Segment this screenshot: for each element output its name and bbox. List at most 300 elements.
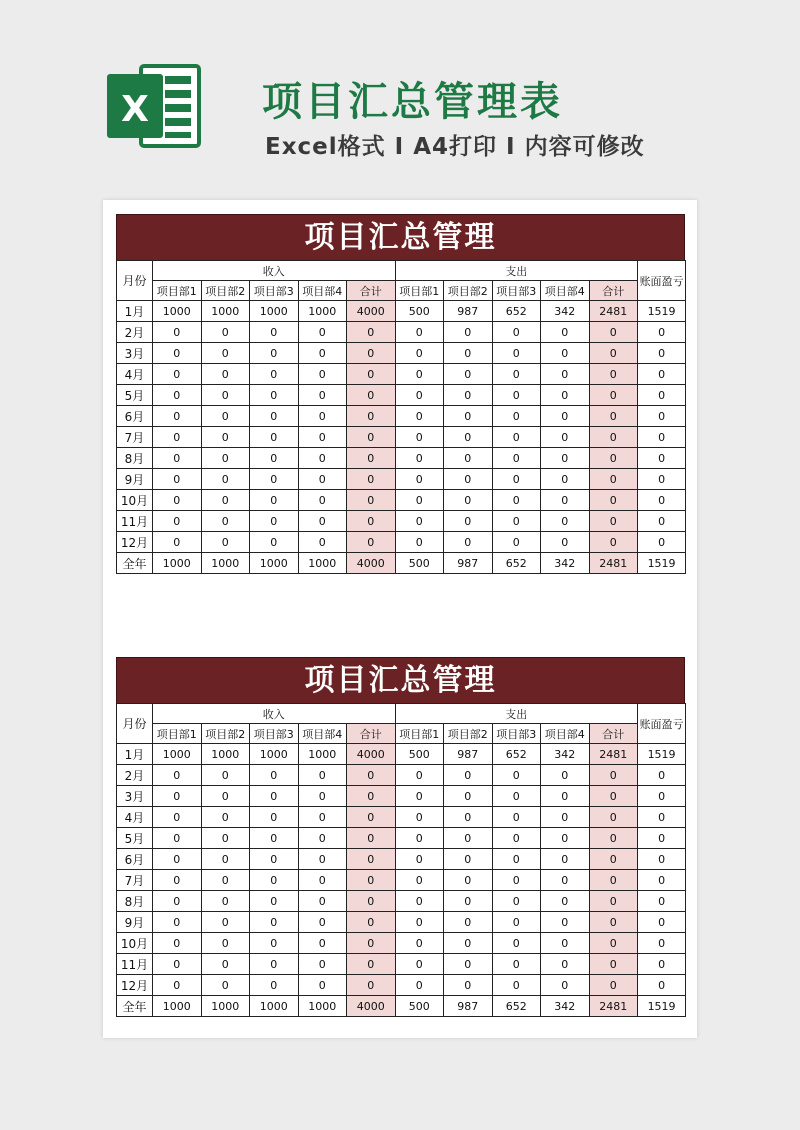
table-cell[interactable]: 1000 (201, 996, 250, 1017)
table-cell[interactable]: 0 (347, 786, 396, 807)
table-cell[interactable]: 0 (638, 828, 686, 849)
table-cell[interactable]: 0 (395, 765, 444, 786)
table-cell[interactable]: 0 (541, 469, 590, 490)
table-cell[interactable]: 0 (492, 954, 541, 975)
table-cell[interactable]: 0 (153, 954, 202, 975)
table-cell[interactable]: 0 (492, 532, 541, 553)
table-cell[interactable]: 0 (201, 849, 250, 870)
table-cell[interactable]: 1000 (250, 996, 299, 1017)
table-cell[interactable]: 4000 (347, 996, 396, 1017)
month-cell[interactable]: 5月 (117, 385, 153, 406)
table-cell[interactable]: 0 (298, 490, 347, 511)
table-cell[interactable]: 0 (589, 511, 638, 532)
table-cell[interactable]: 0 (347, 469, 396, 490)
table-cell[interactable]: 0 (492, 807, 541, 828)
table-cell[interactable]: 0 (298, 975, 347, 996)
table-cell[interactable]: 0 (638, 490, 686, 511)
table-cell[interactable]: 0 (444, 933, 493, 954)
table-cell[interactable]: 0 (201, 828, 250, 849)
table-cell[interactable]: 0 (444, 912, 493, 933)
table-cell[interactable]: 0 (638, 322, 686, 343)
table-cell[interactable]: 0 (589, 891, 638, 912)
table-cell[interactable]: 0 (347, 912, 396, 933)
table-cell[interactable]: 1000 (298, 996, 347, 1017)
table-cell[interactable]: 1000 (298, 301, 347, 322)
table-cell[interactable]: 0 (444, 849, 493, 870)
table-cell[interactable]: 0 (589, 343, 638, 364)
table-cell[interactable]: 987 (444, 996, 493, 1017)
table-cell[interactable]: 0 (347, 427, 396, 448)
table-cell[interactable]: 0 (298, 511, 347, 532)
table-cell[interactable]: 0 (347, 532, 396, 553)
table-cell[interactable]: 0 (541, 891, 590, 912)
table-cell[interactable]: 0 (589, 954, 638, 975)
table-cell[interactable]: 0 (153, 786, 202, 807)
table-cell[interactable]: 0 (541, 807, 590, 828)
table-cell[interactable]: 0 (541, 933, 590, 954)
table-cell[interactable]: 0 (347, 849, 396, 870)
table-cell[interactable]: 0 (444, 828, 493, 849)
table-cell[interactable]: 500 (395, 744, 444, 765)
table-cell[interactable]: 0 (638, 975, 686, 996)
table-cell[interactable]: 0 (298, 343, 347, 364)
table-cell[interactable]: 4000 (347, 301, 396, 322)
table-cell[interactable]: 0 (638, 912, 686, 933)
table-cell[interactable]: 0 (492, 849, 541, 870)
table-cell[interactable]: 0 (492, 511, 541, 532)
table-cell[interactable]: 0 (298, 891, 347, 912)
table-cell[interactable]: 0 (298, 828, 347, 849)
month-cell[interactable]: 2月 (117, 322, 153, 343)
table-cell[interactable]: 1000 (250, 553, 299, 574)
table-cell[interactable]: 342 (541, 301, 590, 322)
table-cell[interactable]: 0 (347, 765, 396, 786)
table-cell[interactable]: 0 (153, 849, 202, 870)
table-cell[interactable]: 1000 (201, 301, 250, 322)
table-cell[interactable]: 0 (541, 343, 590, 364)
table-cell[interactable]: 1519 (638, 301, 686, 322)
table-cell[interactable]: 0 (201, 765, 250, 786)
table-cell[interactable]: 0 (541, 385, 590, 406)
table-cell[interactable]: 0 (638, 448, 686, 469)
table-cell[interactable]: 0 (201, 954, 250, 975)
table-cell[interactable]: 0 (395, 870, 444, 891)
table-cell[interactable]: 0 (444, 469, 493, 490)
table-cell[interactable]: 0 (638, 765, 686, 786)
table-cell[interactable]: 0 (444, 343, 493, 364)
table-cell[interactable]: 0 (395, 490, 444, 511)
table-cell[interactable]: 0 (444, 954, 493, 975)
table-cell[interactable]: 1519 (638, 553, 686, 574)
table-cell[interactable]: 0 (347, 975, 396, 996)
table-cell[interactable]: 0 (153, 427, 202, 448)
table-cell[interactable]: 0 (541, 828, 590, 849)
table-cell[interactable]: 0 (250, 912, 299, 933)
month-cell[interactable]: 11月 (117, 511, 153, 532)
table-cell[interactable]: 0 (589, 912, 638, 933)
table-cell[interactable]: 0 (444, 765, 493, 786)
table-cell[interactable]: 0 (492, 448, 541, 469)
table-cell[interactable]: 0 (201, 322, 250, 343)
table-cell[interactable]: 0 (298, 532, 347, 553)
table-cell[interactable]: 0 (638, 343, 686, 364)
table-cell[interactable]: 0 (201, 490, 250, 511)
table-cell[interactable]: 0 (395, 912, 444, 933)
table-cell[interactable]: 342 (541, 996, 590, 1017)
table-cell[interactable]: 0 (541, 532, 590, 553)
table-cell[interactable]: 0 (492, 490, 541, 511)
table-cell[interactable]: 0 (201, 807, 250, 828)
table-cell[interactable]: 652 (492, 301, 541, 322)
table-cell[interactable]: 0 (444, 385, 493, 406)
table-cell[interactable]: 0 (201, 448, 250, 469)
table-cell[interactable]: 0 (250, 364, 299, 385)
table-cell[interactable]: 0 (395, 849, 444, 870)
table-cell[interactable]: 0 (153, 912, 202, 933)
table-cell[interactable]: 1000 (250, 301, 299, 322)
table-cell[interactable]: 0 (347, 322, 396, 343)
month-cell[interactable]: 8月 (117, 448, 153, 469)
table-cell[interactable]: 0 (201, 786, 250, 807)
table-cell[interactable]: 0 (395, 385, 444, 406)
table-cell[interactable]: 0 (395, 511, 444, 532)
table-cell[interactable]: 0 (201, 933, 250, 954)
table-cell[interactable]: 0 (153, 490, 202, 511)
table-cell[interactable]: 342 (541, 553, 590, 574)
table-cell[interactable]: 0 (298, 322, 347, 343)
table-cell[interactable]: 0 (444, 364, 493, 385)
table-cell[interactable]: 4000 (347, 744, 396, 765)
table-cell[interactable]: 0 (541, 322, 590, 343)
month-cell[interactable]: 6月 (117, 406, 153, 427)
table-cell[interactable]: 0 (201, 385, 250, 406)
table-cell[interactable]: 0 (492, 343, 541, 364)
table-cell[interactable]: 1000 (298, 553, 347, 574)
table-cell[interactable]: 0 (250, 849, 299, 870)
table-cell[interactable]: 0 (153, 807, 202, 828)
month-cell[interactable]: 8月 (117, 891, 153, 912)
table-cell[interactable]: 0 (638, 870, 686, 891)
table-cell[interactable]: 0 (492, 385, 541, 406)
table-cell[interactable]: 0 (541, 406, 590, 427)
table-cell[interactable]: 0 (638, 786, 686, 807)
table-cell[interactable]: 0 (589, 364, 638, 385)
table-cell[interactable]: 0 (347, 511, 396, 532)
table-cell[interactable]: 0 (298, 406, 347, 427)
table-cell[interactable]: 0 (395, 364, 444, 385)
table-cell[interactable]: 0 (444, 490, 493, 511)
table-cell[interactable]: 0 (541, 870, 590, 891)
table-cell[interactable]: 0 (589, 933, 638, 954)
table-cell[interactable]: 0 (153, 364, 202, 385)
table-cell[interactable]: 0 (395, 322, 444, 343)
table-cell[interactable]: 0 (444, 322, 493, 343)
table-cell[interactable]: 0 (395, 828, 444, 849)
table-cell[interactable]: 0 (444, 427, 493, 448)
table-cell[interactable]: 0 (153, 385, 202, 406)
table-cell[interactable]: 1519 (638, 996, 686, 1017)
table-cell[interactable]: 0 (201, 427, 250, 448)
table-cell[interactable]: 0 (250, 807, 299, 828)
table-cell[interactable]: 0 (250, 828, 299, 849)
table-cell[interactable]: 0 (298, 448, 347, 469)
month-cell[interactable]: 4月 (117, 364, 153, 385)
month-cell[interactable]: 11月 (117, 954, 153, 975)
table-cell[interactable]: 0 (589, 385, 638, 406)
table-cell[interactable]: 0 (153, 448, 202, 469)
table-cell[interactable]: 0 (153, 975, 202, 996)
table-cell[interactable]: 0 (347, 807, 396, 828)
table-cell[interactable]: 0 (492, 828, 541, 849)
table-cell[interactable]: 0 (638, 406, 686, 427)
table-cell[interactable]: 0 (201, 532, 250, 553)
table-cell[interactable]: 0 (638, 385, 686, 406)
table-cell[interactable]: 0 (492, 975, 541, 996)
table-cell[interactable]: 0 (347, 828, 396, 849)
table-cell[interactable]: 0 (250, 490, 299, 511)
table-cell[interactable]: 0 (395, 807, 444, 828)
table-cell[interactable]: 1000 (153, 301, 202, 322)
table-cell[interactable]: 0 (492, 891, 541, 912)
table-cell[interactable]: 500 (395, 996, 444, 1017)
table-cell[interactable]: 0 (395, 469, 444, 490)
table-cell[interactable]: 0 (589, 322, 638, 343)
table-cell[interactable]: 0 (153, 469, 202, 490)
month-cell[interactable]: 全年 (117, 553, 153, 574)
month-cell[interactable]: 3月 (117, 343, 153, 364)
month-cell[interactable]: 9月 (117, 912, 153, 933)
table-cell[interactable]: 0 (153, 322, 202, 343)
table-cell[interactable]: 0 (250, 975, 299, 996)
table-cell[interactable]: 0 (444, 786, 493, 807)
month-cell[interactable]: 5月 (117, 828, 153, 849)
table-cell[interactable]: 1000 (201, 744, 250, 765)
table-cell[interactable]: 0 (201, 975, 250, 996)
table-cell[interactable]: 0 (201, 891, 250, 912)
table-cell[interactable]: 0 (250, 765, 299, 786)
table-cell[interactable]: 1000 (153, 553, 202, 574)
table-cell[interactable]: 1000 (250, 744, 299, 765)
month-cell[interactable]: 9月 (117, 469, 153, 490)
table-cell[interactable]: 0 (347, 870, 396, 891)
table-cell[interactable]: 0 (250, 469, 299, 490)
table-cell[interactable]: 652 (492, 744, 541, 765)
month-cell[interactable]: 12月 (117, 532, 153, 553)
table-cell[interactable]: 0 (395, 975, 444, 996)
table-cell[interactable]: 0 (589, 490, 638, 511)
table-cell[interactable]: 987 (444, 744, 493, 765)
table-cell[interactable]: 0 (492, 322, 541, 343)
table-cell[interactable]: 0 (638, 891, 686, 912)
month-cell[interactable]: 全年 (117, 996, 153, 1017)
table-cell[interactable]: 1000 (153, 744, 202, 765)
table-cell[interactable]: 0 (153, 765, 202, 786)
table-cell[interactable]: 0 (250, 511, 299, 532)
table-cell[interactable]: 0 (638, 933, 686, 954)
table-cell[interactable]: 0 (589, 975, 638, 996)
table-cell[interactable]: 0 (153, 870, 202, 891)
table-cell[interactable]: 0 (589, 765, 638, 786)
table-cell[interactable]: 0 (638, 427, 686, 448)
table-cell[interactable]: 0 (638, 532, 686, 553)
table-cell[interactable]: 0 (589, 448, 638, 469)
table-cell[interactable]: 0 (201, 469, 250, 490)
table-cell[interactable]: 0 (444, 870, 493, 891)
table-cell[interactable]: 0 (541, 364, 590, 385)
table-cell[interactable]: 0 (444, 406, 493, 427)
table-cell[interactable]: 0 (395, 406, 444, 427)
table-cell[interactable]: 0 (541, 765, 590, 786)
table-cell[interactable]: 4000 (347, 553, 396, 574)
month-cell[interactable]: 7月 (117, 427, 153, 448)
table-cell[interactable]: 0 (589, 406, 638, 427)
table-cell[interactable]: 0 (347, 364, 396, 385)
table-cell[interactable]: 0 (589, 828, 638, 849)
table-cell[interactable]: 0 (492, 912, 541, 933)
table-cell[interactable]: 0 (250, 406, 299, 427)
table-cell[interactable]: 2481 (589, 301, 638, 322)
table-cell[interactable]: 0 (347, 490, 396, 511)
table-cell[interactable]: 342 (541, 744, 590, 765)
table-cell[interactable]: 0 (395, 891, 444, 912)
table-cell[interactable]: 0 (250, 954, 299, 975)
table-cell[interactable]: 0 (347, 954, 396, 975)
table-cell[interactable]: 500 (395, 301, 444, 322)
table-cell[interactable]: 0 (298, 807, 347, 828)
month-cell[interactable]: 1月 (117, 744, 153, 765)
table-cell[interactable]: 0 (541, 511, 590, 532)
table-cell[interactable]: 0 (250, 448, 299, 469)
month-cell[interactable]: 6月 (117, 849, 153, 870)
table-cell[interactable]: 0 (638, 954, 686, 975)
table-cell[interactable]: 0 (541, 786, 590, 807)
month-cell[interactable]: 3月 (117, 786, 153, 807)
table-cell[interactable]: 0 (298, 933, 347, 954)
table-cell[interactable]: 0 (250, 870, 299, 891)
table-cell[interactable]: 0 (298, 385, 347, 406)
table-cell[interactable]: 1519 (638, 744, 686, 765)
table-cell[interactable]: 0 (638, 511, 686, 532)
table-cell[interactable]: 0 (492, 364, 541, 385)
table-cell[interactable]: 1000 (201, 553, 250, 574)
table-cell[interactable]: 0 (395, 933, 444, 954)
table-cell[interactable]: 0 (589, 427, 638, 448)
table-cell[interactable]: 0 (298, 786, 347, 807)
table-cell[interactable]: 1000 (153, 996, 202, 1017)
table-cell[interactable]: 0 (444, 807, 493, 828)
table-cell[interactable]: 0 (298, 364, 347, 385)
table-cell[interactable]: 0 (153, 511, 202, 532)
table-cell[interactable]: 0 (589, 849, 638, 870)
table-cell[interactable]: 0 (250, 933, 299, 954)
month-cell[interactable]: 2月 (117, 765, 153, 786)
table-cell[interactable]: 0 (298, 469, 347, 490)
table-cell[interactable]: 0 (589, 870, 638, 891)
table-cell[interactable]: 0 (589, 807, 638, 828)
table-cell[interactable]: 0 (250, 343, 299, 364)
table-cell[interactable]: 0 (250, 891, 299, 912)
table-cell[interactable]: 0 (298, 427, 347, 448)
table-cell[interactable]: 2481 (589, 553, 638, 574)
table-cell[interactable]: 0 (201, 364, 250, 385)
table-cell[interactable]: 0 (153, 891, 202, 912)
table-cell[interactable]: 0 (541, 427, 590, 448)
month-cell[interactable]: 10月 (117, 490, 153, 511)
table-cell[interactable]: 0 (298, 912, 347, 933)
table-cell[interactable]: 0 (250, 427, 299, 448)
table-cell[interactable]: 0 (589, 532, 638, 553)
table-cell[interactable]: 0 (298, 954, 347, 975)
table-cell[interactable]: 0 (492, 786, 541, 807)
table-cell[interactable]: 0 (444, 511, 493, 532)
table-cell[interactable]: 0 (395, 343, 444, 364)
month-cell[interactable]: 10月 (117, 933, 153, 954)
table-cell[interactable]: 500 (395, 553, 444, 574)
table-cell[interactable]: 0 (201, 406, 250, 427)
table-cell[interactable]: 0 (638, 364, 686, 385)
table-cell[interactable]: 0 (541, 490, 590, 511)
table-cell[interactable]: 0 (250, 322, 299, 343)
table-cell[interactable]: 0 (492, 406, 541, 427)
table-cell[interactable]: 0 (347, 448, 396, 469)
table-cell[interactable]: 2481 (589, 744, 638, 765)
table-cell[interactable]: 0 (153, 406, 202, 427)
table-cell[interactable]: 2481 (589, 996, 638, 1017)
table-cell[interactable]: 0 (541, 954, 590, 975)
table-cell[interactable]: 0 (492, 427, 541, 448)
month-cell[interactable]: 4月 (117, 807, 153, 828)
table-cell[interactable]: 0 (444, 891, 493, 912)
table-cell[interactable]: 0 (541, 448, 590, 469)
table-cell[interactable]: 0 (492, 469, 541, 490)
month-cell[interactable]: 7月 (117, 870, 153, 891)
table-cell[interactable]: 0 (444, 975, 493, 996)
table-cell[interactable]: 0 (589, 469, 638, 490)
table-cell[interactable]: 0 (250, 786, 299, 807)
table-cell[interactable]: 0 (201, 870, 250, 891)
table-cell[interactable]: 0 (250, 385, 299, 406)
table-cell[interactable]: 987 (444, 553, 493, 574)
table-cell[interactable]: 0 (638, 469, 686, 490)
table-cell[interactable]: 0 (395, 786, 444, 807)
table-cell[interactable]: 987 (444, 301, 493, 322)
table-cell[interactable]: 0 (638, 849, 686, 870)
table-cell[interactable]: 0 (250, 532, 299, 553)
table-cell[interactable]: 0 (492, 765, 541, 786)
table-cell[interactable]: 0 (395, 427, 444, 448)
table-cell[interactable]: 652 (492, 996, 541, 1017)
month-cell[interactable]: 1月 (117, 301, 153, 322)
table-cell[interactable]: 0 (492, 933, 541, 954)
table-cell[interactable]: 0 (395, 954, 444, 975)
table-cell[interactable]: 0 (541, 975, 590, 996)
table-cell[interactable]: 0 (298, 765, 347, 786)
month-cell[interactable]: 12月 (117, 975, 153, 996)
table-cell[interactable]: 0 (347, 891, 396, 912)
table-cell[interactable]: 0 (395, 448, 444, 469)
table-cell[interactable]: 0 (201, 511, 250, 532)
table-cell[interactable]: 0 (347, 406, 396, 427)
table-cell[interactable]: 0 (153, 933, 202, 954)
table-cell[interactable]: 0 (589, 786, 638, 807)
table-cell[interactable]: 0 (298, 870, 347, 891)
table-cell[interactable]: 0 (347, 343, 396, 364)
table-cell[interactable]: 652 (492, 553, 541, 574)
table-cell[interactable]: 0 (201, 343, 250, 364)
table-cell[interactable]: 0 (347, 933, 396, 954)
table-cell[interactable]: 0 (347, 385, 396, 406)
table-cell[interactable]: 0 (153, 532, 202, 553)
